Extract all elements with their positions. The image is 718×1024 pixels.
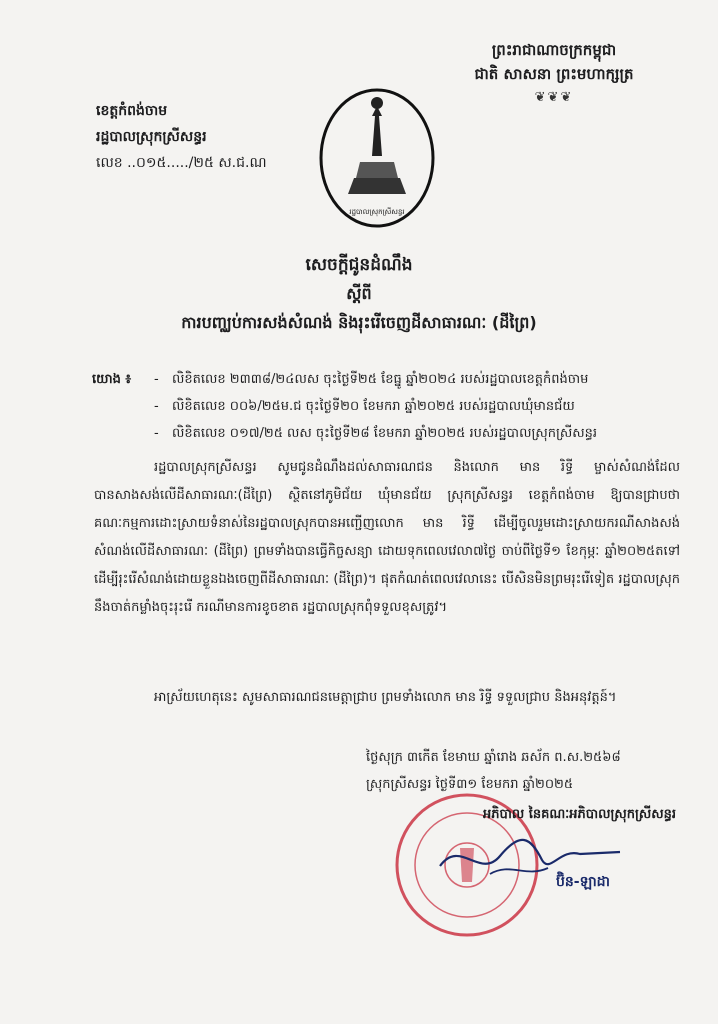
closing-paragraph: អាស្រ័យហេតុនេះ សូមសាធារណជនមេត្តាជ្រាប ព្រមទាំងលោក មាន រិទ្ធី ទទួលជ្រាប និងអនុវត្តន៍។ bbox=[154, 690, 617, 705]
emblem-pedestal bbox=[356, 162, 398, 178]
signer-name: ប៊ិន-ឡាដា bbox=[555, 874, 610, 890]
sender-province: ខេត្តកំពង់ចាម bbox=[96, 103, 168, 119]
list-dash: - bbox=[154, 372, 159, 387]
document-titles bbox=[60, 250, 658, 338]
notice-body bbox=[94, 454, 680, 622]
district-emblem bbox=[316, 86, 438, 238]
reference-number: លេខ ..០១៥...../២៥ ស.ជ.ណ bbox=[96, 155, 267, 171]
emblem-figure bbox=[372, 106, 382, 156]
header-ornament: ❦❦❦ bbox=[534, 90, 574, 105]
reference-row bbox=[92, 393, 682, 420]
references-label: យោង ៖ bbox=[92, 372, 132, 387]
lunar-date: ថ្ងៃសុក្រ ៣កើត ខែមាឃ ឆ្នាំរោង ឆស័ក ព.ស.២៥៦៨ bbox=[366, 750, 621, 765]
list-dash: - bbox=[154, 399, 159, 414]
reference-item: លិខិតលេខ ០១៧/២៥ លស ចុះថ្ងៃទី២៨ ខែមករា ឆ្នាំ២០២៥ របស់រដ្ឋបាលស្រុកស្រីសន្ធរ bbox=[172, 426, 597, 441]
reference-row bbox=[92, 420, 682, 447]
emblem-base bbox=[348, 178, 406, 194]
body-paragraph: រដ្ឋបាលស្រុកស្រីសន្ធរ សូមជូនដំណឹងដល់សាធារណជន និងលោក មាន រិទ្ធី ម្ចាស់សំណង់ដែលបានសាងសង់លើដីសាធារណៈ(ដីព្រៃ) ស្ថិតនៅភូមិជ័យ ឃុំមានជ័យ ស្រុកស្រីសន្ធរ ខេត្តកំពង់ចាម ឱ្យបានជ្រាបថា គណៈកម្មការដោះស្រាយទំនាស់នៃរដ្ឋបាលស្រុកបានអញ្ជើញលោក មាន រិទ្ធី ដើម្បីចូលរួមដោះស្រាយករណីសាងសង់សំណង់លើដីសាធារណៈ (ដីព្រៃ) ព្រមទាំងបានធ្វើកិច្ចសន្យា ដោយទុកពេលវេលា៧ថ្ងៃ ចាប់ពីថ្ងៃទី១ ខែកុម្ភៈ ឆ្នាំ២០២៥តទៅ ដើម្បីរុះរើសំណង់ដោយខ្លួនឯងចេញពីដីសាធារណៈ (ដីព្រៃ)។ ផុតកំណត់ពេលវេលានេះ បើសិនមិនព្រមរុះរើទៀត រដ្ឋបាលស្រុកនឹងចាត់កម្លាំងចុះរុះរើ ករណីមានការខូចខាត រដ្ឋបាលស្រុកពុំទទួលខុសត្រូវ។ bbox=[94, 460, 680, 615]
solar-date: ស្រុកស្រីសន្ធរ ថ្ងៃទី៣១ ខែមករា ឆ្នាំ២០២៥ bbox=[366, 777, 574, 792]
kingdom-header bbox=[434, 38, 674, 110]
reference-item: លិខិតលេខ ២៣៣៨/២៤លស ចុះថ្ងៃទី២៥ ខែធ្នូ ឆ្នាំ២០២៤ របស់រដ្ឋបាលខេត្តកំពង់ចាម bbox=[172, 372, 589, 387]
reference-item: លិខិតលេខ ០០៦/២៥ម.ជ ចុះថ្ងៃទី២០ ខែមករា ឆ្នាំ២០២៥ របស់រដ្ឋបាលឃុំមានជ័យ bbox=[172, 399, 575, 414]
emblem-caption: រដ្ឋបាលស្រុកស្រីសន្ធរ bbox=[349, 208, 405, 216]
signer-title: អភិបាល នៃគណៈអភិបាលស្រុកស្រីសន្ធរ bbox=[482, 807, 676, 822]
about-label: ស្តីពី bbox=[346, 284, 372, 303]
sender-block bbox=[96, 98, 316, 176]
sender-office: រដ្ឋបាលស្រុកស្រីសន្ធរ bbox=[96, 129, 207, 145]
reference-row bbox=[92, 366, 682, 393]
list-dash: - bbox=[154, 426, 159, 441]
notice-title: សេចក្តីជូនដំណឹង bbox=[305, 255, 413, 275]
references-block bbox=[92, 366, 682, 447]
national-motto: ជាតិ សាសនា ព្រះមហាក្សត្រ bbox=[474, 65, 634, 83]
notice-subject: ការបញ្ឈប់ការសង់សំណង់ និងរុះរើចេញដីសាធារណៈ (ដីព្រៃ) bbox=[181, 313, 537, 332]
kingdom-name: ព្រះរាជាណាចក្រកម្ពុជា bbox=[491, 41, 617, 59]
closing-block bbox=[94, 684, 680, 712]
emblem-head bbox=[371, 97, 383, 109]
